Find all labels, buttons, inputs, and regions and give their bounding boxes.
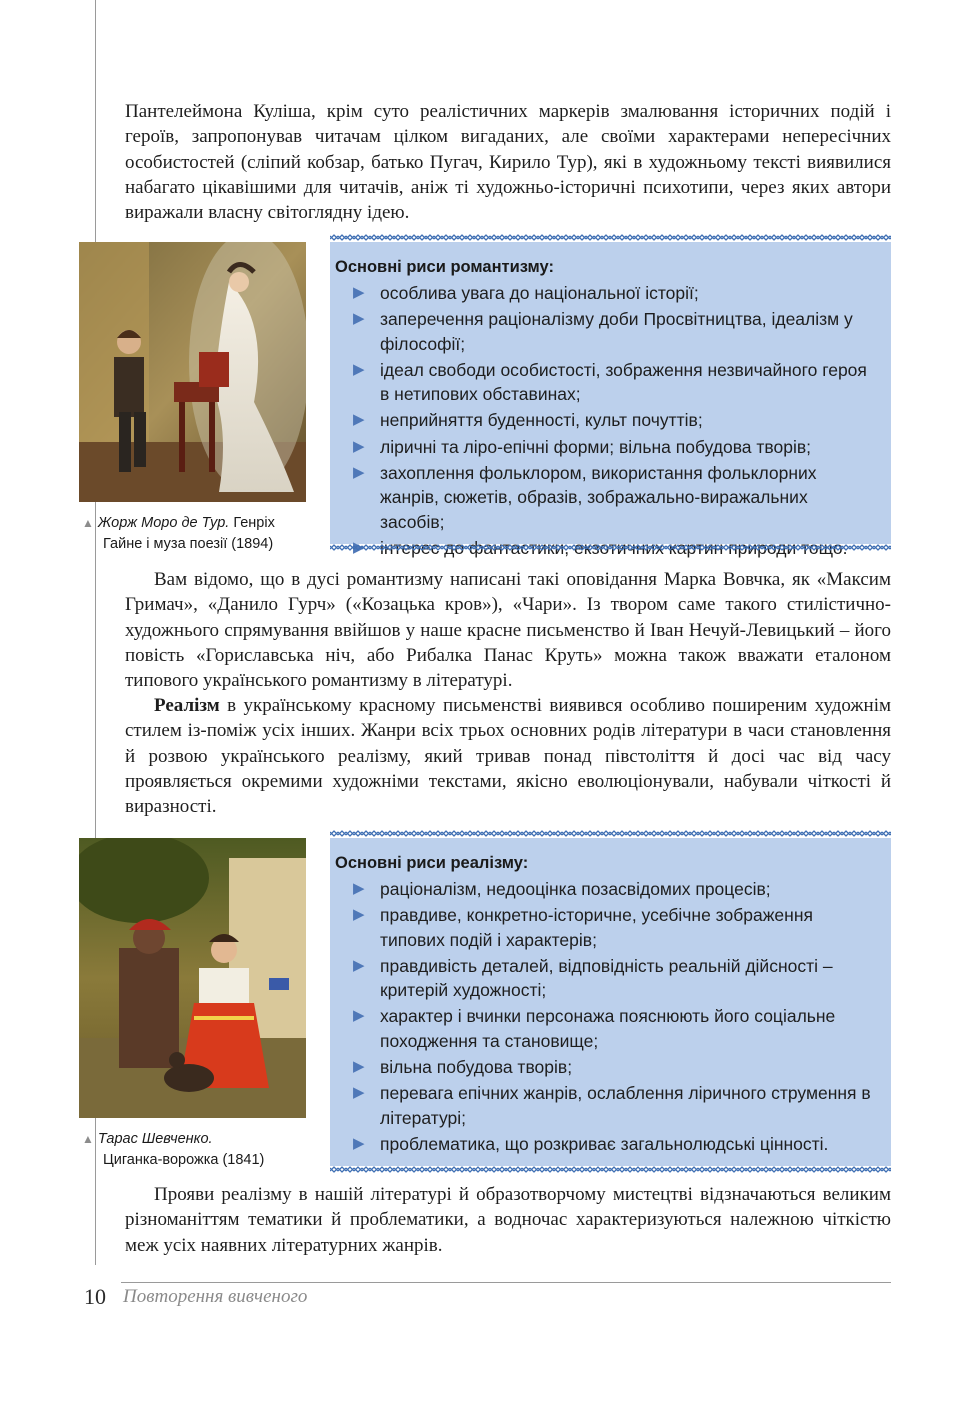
list-item: ▶ проблематика, що розкриває загальнолюдські цінності. bbox=[335, 1132, 873, 1156]
footer-rule bbox=[121, 1282, 891, 1283]
paragraph-kulish: Пантелеймона Куліша, крім суто реалістичних маркерів змалювання історичних подій і героїв, запропонував читачам цілком вигаданих, але своїми характерами непересічних особистостей (сліпий кобзар, батько Пугач, Кирило Тур), які в художньому тексті виявилися набагато цікавішими для читачів, аніж ті художньо-історичні психотипи, через яких автори виражали власну світоглядну ідею. bbox=[125, 101, 891, 224]
caption-line2: Гайне і муза поезії (1894) bbox=[103, 536, 274, 552]
zigzag-border-top bbox=[330, 830, 891, 838]
list-item: ▶ особлива увага до національної історії; bbox=[335, 281, 873, 305]
caption-title: Генріх bbox=[229, 515, 275, 531]
triangle-right-icon: ▶ bbox=[353, 880, 365, 897]
list-item: ▶ заперечення раціоналізму доби Просвітництва, ідеалізм у філософії; bbox=[353, 309, 853, 354]
triangle-right-icon: ▶ bbox=[353, 411, 365, 429]
painting-heine-muse bbox=[79, 242, 306, 502]
triangle-right-icon: ▶ bbox=[353, 1134, 365, 1152]
list-item: ▶ захоплення фольклором, використання фольклорних жанрів, сюжетів, образів, зображально-виражальних засобів; bbox=[353, 463, 817, 532]
caption-line2: Циганка-ворожка (1841) bbox=[103, 1152, 265, 1168]
list-item: ▶ неприйняття буденності, культ почуттів; bbox=[335, 408, 873, 432]
page-number: 10 bbox=[84, 1284, 106, 1309]
paragraph-realism: Реалізм в українському красному письменстві виявився особливо поширеним художнім стилем із-поміж усіх інших. Жанри всіх трьох основних родів літератури в часи становлення й розвою українського реалізму, який тривав понад півстоліття й досі час від часу проявляється окремими художніми текстами, якісно еволюціонували, набували чіткості й виразності. bbox=[125, 695, 891, 818]
zigzag-border-bottom bbox=[330, 544, 891, 552]
list-item: ▶ ідеал свободи особистості, зображення незвичайного героя в нетипових обставинах; bbox=[353, 359, 867, 405]
list-item: ▶ правдиве, конкретно-історичне, усебічне зображення типових подій і характерів; bbox=[353, 905, 813, 950]
caption-heine-muse bbox=[82, 513, 312, 555]
realism-list bbox=[335, 877, 873, 1156]
list-item: ▶ раціоналізм, недооцінка позасвідомих процесів; bbox=[335, 877, 873, 901]
painting-gypsy-fortune-teller bbox=[79, 838, 306, 1118]
list-item: ▶ перевага епічних жанрів, ослаблення ліричного струмення в літературі; bbox=[353, 1083, 871, 1128]
triangle-up-icon: ▲ bbox=[82, 1132, 94, 1146]
triangle-right-icon: ▶ bbox=[353, 1084, 365, 1102]
list-item: ▶ вільна побудова творів; bbox=[335, 1055, 873, 1079]
triangle-right-icon: ▶ bbox=[353, 464, 365, 482]
triangle-right-icon: ▶ bbox=[353, 284, 365, 301]
triangle-right-icon: ▶ bbox=[353, 360, 365, 378]
paragraph-realism-manifestations: Прояви реалізму в нашій літературі й образотворчому мистецтві відзначаються великим різноманіттям тематики й проблематики, а водночас характеризуються належною чіткістю меж усіх наявних літературних жанрів. bbox=[125, 1184, 891, 1256]
section-title: Повторення вивченого bbox=[123, 1286, 308, 1307]
list-item: ▶ ліричні та ліро-епічні форми; вільна побудова творів; bbox=[335, 435, 873, 459]
triangle-right-icon: ▶ bbox=[353, 437, 365, 455]
triangle-up-icon: ▲ bbox=[82, 516, 94, 530]
triangle-right-icon: ▶ bbox=[353, 906, 365, 924]
term-realism: Реалізм bbox=[154, 695, 220, 716]
list-item: ▶ правдивість деталей, відповідність реальній дійсності – критерій художності; bbox=[353, 955, 833, 1001]
romanticism-features-box bbox=[330, 242, 891, 544]
romanticism-box-title: Основні риси романтизму: bbox=[335, 258, 554, 276]
romanticism-list bbox=[335, 281, 873, 560]
list-item: ▶ характер і вчинки персонажа пояснюють його соціальне походження та становище; bbox=[353, 1006, 836, 1051]
paragraph-romanticism-examples: Вам відомо, що в дусі романтизму написані такі оповідання Марка Вовчка, як «Максим Гримач», «Данило Гурч» («Козацька кров»), «Чари». Із твором саме такого стилістично-художнього спрямування ввійшов у наше красне письменство й Іван Нечуй-Левицький – його повість «Гориславська ніч, або Рибалка Панас Круть» можна також вважати еталоном типового українського романтизму в літературі. bbox=[125, 569, 891, 692]
zigzag-border-bottom bbox=[330, 1166, 891, 1174]
caption-author: Жорж Моро де Тур. bbox=[97, 515, 230, 531]
caption-author: Тарас Шевченко. bbox=[97, 1131, 213, 1147]
zigzag-border-top bbox=[330, 234, 891, 242]
triangle-right-icon: ▶ bbox=[353, 1007, 365, 1025]
caption-gypsy bbox=[82, 1129, 312, 1171]
triangle-right-icon: ▶ bbox=[353, 1058, 365, 1076]
triangle-right-icon: ▶ bbox=[353, 956, 365, 974]
realism-box-title: Основні риси реалізму: bbox=[335, 854, 529, 872]
triangle-right-icon: ▶ bbox=[353, 310, 365, 328]
realism-features-box bbox=[330, 838, 891, 1166]
